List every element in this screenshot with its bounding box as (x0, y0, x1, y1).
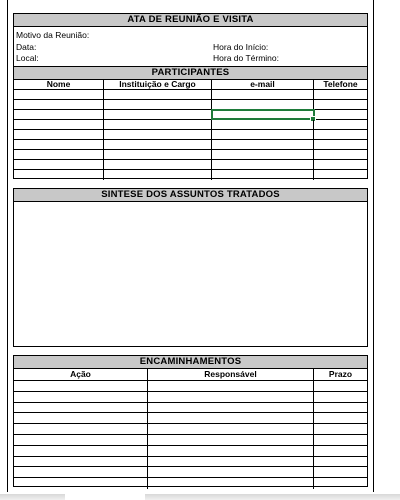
table-cell[interactable] (148, 424, 314, 434)
spreadsheet-page (7, 0, 374, 492)
table-cell[interactable] (14, 110, 104, 119)
table-cell[interactable] (212, 170, 314, 180)
table-row (14, 381, 367, 392)
table-row (14, 457, 367, 468)
table-cell[interactable] (212, 150, 314, 159)
encaminhamentos-header-row (14, 369, 367, 381)
table-cell[interactable] (314, 392, 367, 402)
table-cell[interactable] (314, 381, 367, 391)
table-cell[interactable] (104, 100, 212, 109)
encaminhamentos-title: ENCAMINHAMENTOS (14, 356, 367, 369)
table-row (14, 90, 367, 100)
table-row (14, 467, 367, 478)
table-cell[interactable] (14, 381, 148, 391)
table-cell[interactable] (148, 413, 314, 423)
table-cell[interactable] (148, 403, 314, 413)
table-cell[interactable] (104, 130, 212, 139)
table-cell[interactable] (212, 100, 314, 109)
table-cell[interactable] (212, 140, 314, 149)
table-cell[interactable] (14, 100, 104, 109)
col-email: e-mail (212, 80, 314, 89)
motivo-label: Motivo da Reunião: (16, 30, 90, 40)
table-cell[interactable] (212, 90, 314, 99)
table-cell[interactable] (314, 424, 367, 434)
table-cell[interactable] (314, 478, 367, 489)
table-cell[interactable] (314, 413, 367, 423)
table-cell[interactable] (314, 110, 367, 119)
table-cell[interactable] (314, 403, 367, 413)
table-cell[interactable] (14, 160, 104, 169)
col-prazo: Prazo (328, 369, 353, 379)
table-cell[interactable] (314, 130, 367, 139)
sintese-title: SINTESE DOS ASSUNTOS TRATADOS (14, 189, 367, 202)
encaminhamentos-rows (14, 381, 367, 489)
table-row (14, 478, 367, 489)
table-row (14, 120, 367, 130)
table-row (14, 413, 367, 424)
table-cell[interactable] (314, 120, 367, 129)
participantes-title: PARTICIPANTES (14, 67, 367, 80)
table-cell[interactable] (14, 392, 148, 402)
col-acao: Ação (14, 369, 148, 380)
table-cell[interactable] (212, 130, 314, 139)
page-bottom-shadow (0, 494, 400, 500)
form-title: ATA DE REUNIÃO E VISITA (14, 14, 367, 27)
table-row (14, 110, 367, 120)
table-cell[interactable] (314, 457, 367, 467)
table-cell[interactable] (314, 170, 367, 180)
table-cell[interactable] (314, 150, 367, 159)
table-row (14, 170, 367, 180)
table-cell[interactable] (14, 150, 104, 159)
table-cell[interactable] (212, 160, 314, 169)
table-cell[interactable] (14, 120, 104, 129)
table-cell[interactable] (148, 435, 314, 445)
table-cell[interactable] (14, 130, 104, 139)
table-row (14, 403, 367, 414)
table-row (14, 446, 367, 457)
table-row (14, 160, 367, 170)
table-cell[interactable] (104, 90, 212, 99)
table-cell[interactable] (104, 170, 212, 180)
sintese-section (13, 188, 368, 347)
table-cell[interactable] (148, 457, 314, 467)
table-cell[interactable] (14, 467, 148, 477)
table-cell[interactable] (148, 467, 314, 477)
table-cell[interactable] (14, 446, 148, 456)
sintese-text-area[interactable] (14, 202, 367, 350)
local-label: Local: (16, 53, 39, 63)
table-cell[interactable] (14, 90, 104, 99)
header-section (13, 13, 368, 67)
table-row (14, 140, 367, 150)
hora-inicio-label: Hora do Início: (213, 42, 269, 52)
table-cell[interactable] (104, 160, 212, 169)
table-row (14, 130, 367, 140)
participantes-rows (14, 90, 367, 180)
col-telefone: Telefone (323, 80, 358, 89)
table-cell[interactable] (14, 457, 148, 467)
data-label: Data: (16, 42, 37, 52)
table-cell[interactable] (314, 160, 367, 169)
col-instituicao: Instituição e Cargo (104, 80, 212, 89)
table-cell[interactable] (314, 90, 367, 99)
table-cell[interactable] (314, 446, 367, 456)
table-cell[interactable] (314, 467, 367, 477)
encaminhamentos-section (13, 355, 368, 487)
table-row (14, 435, 367, 446)
table-cell[interactable] (148, 446, 314, 456)
table-cell[interactable] (104, 140, 212, 149)
table-row (14, 150, 367, 160)
table-cell[interactable] (14, 478, 148, 489)
table-cell[interactable] (148, 381, 314, 391)
table-cell[interactable] (104, 110, 212, 119)
table-cell[interactable] (148, 478, 314, 489)
table-row (14, 424, 367, 435)
table-cell[interactable] (212, 120, 314, 129)
table-cell[interactable] (104, 120, 212, 129)
table-cell[interactable] (14, 140, 104, 149)
table-cell[interactable] (14, 424, 148, 434)
participantes-section (13, 66, 368, 179)
table-row (14, 100, 367, 110)
table-cell[interactable] (14, 403, 148, 413)
table-cell[interactable] (14, 435, 148, 445)
table-cell[interactable] (148, 392, 314, 402)
participantes-header-row (14, 80, 367, 90)
table-cell[interactable] (314, 100, 367, 109)
hora-termino-label: Hora do Término: (213, 53, 279, 63)
table-cell[interactable] (14, 413, 148, 423)
table-row (14, 392, 367, 403)
table-cell[interactable] (104, 150, 212, 159)
col-nome: Nome (14, 80, 104, 89)
table-cell[interactable] (314, 140, 367, 149)
table-cell[interactable] (14, 170, 104, 180)
selected-cell[interactable] (212, 110, 314, 119)
table-cell[interactable] (314, 435, 367, 445)
col-responsavel: Responsável (148, 369, 314, 380)
